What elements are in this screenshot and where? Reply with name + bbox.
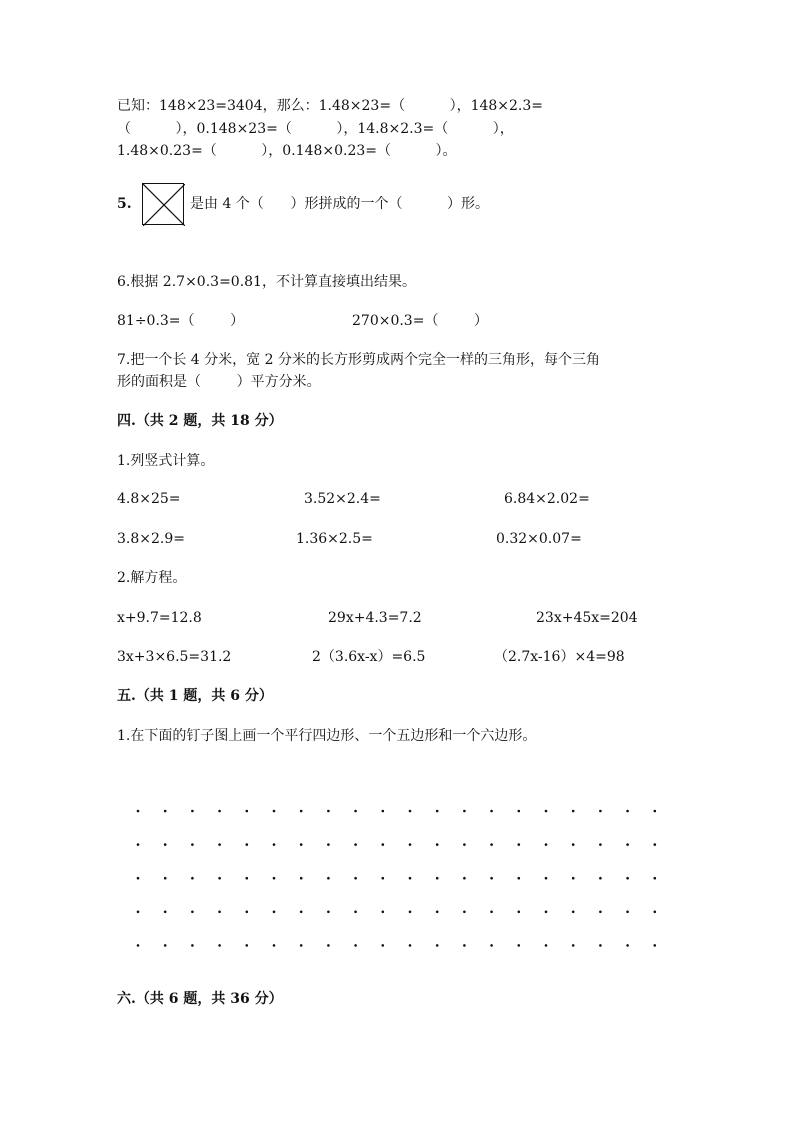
grid-dot	[327, 944, 330, 947]
grid-dot	[382, 877, 385, 880]
section-4-title: 四.（共 2 题，共 18 分）	[117, 413, 283, 429]
equation-item: 29x+4.3=7.2	[328, 610, 422, 626]
grid-dot	[300, 843, 303, 846]
grid-dot	[654, 810, 657, 813]
grid-dot	[599, 810, 602, 813]
q7-line-1: 7.把一个长 4 分米，宽 2 分米的长方形剪成两个完全一样的三角形，每个三角	[117, 352, 600, 368]
grid-dot	[572, 810, 575, 813]
grid-dot	[654, 843, 657, 846]
grid-dot	[137, 944, 140, 947]
grid-dot	[436, 843, 439, 846]
grid-dot	[246, 843, 249, 846]
grid-dot	[273, 810, 276, 813]
grid-dot	[273, 944, 276, 947]
grid-dot	[164, 810, 167, 813]
equation-item: x+9.7=12.8	[117, 610, 202, 626]
grid-dot	[490, 877, 493, 880]
calc-item: 4.8×25=	[117, 491, 181, 507]
grid-dot	[191, 944, 194, 947]
equation-item: （2.7x-16）×4=98	[494, 649, 625, 665]
grid-dot	[218, 877, 221, 880]
grid-dot	[191, 843, 194, 846]
equation-item: 2（3.6x-x）=6.5	[312, 649, 426, 665]
grid-dot	[545, 810, 548, 813]
q6-prompt: 6.根据 2.7×0.3=0.81，不计算直接填出结果。	[117, 274, 416, 290]
grid-dot	[137, 810, 140, 813]
grid-dot	[436, 944, 439, 947]
grid-dot	[518, 911, 521, 914]
grid-dot	[300, 911, 303, 914]
calc-item: 1.36×2.5=	[296, 531, 373, 547]
grid-dot	[572, 843, 575, 846]
q6-item-2: 270×0.3=（ ）	[352, 313, 489, 329]
grid-dot	[463, 944, 466, 947]
grid-dot	[218, 911, 221, 914]
grid-dot	[490, 843, 493, 846]
grid-dot	[382, 810, 385, 813]
grid-dot	[545, 911, 548, 914]
grid-dot	[545, 877, 548, 880]
grid-dot	[463, 911, 466, 914]
grid-dot	[599, 877, 602, 880]
grid-dot	[246, 911, 249, 914]
section-5-q1-prompt: 1.在下面的钉子图上画一个平行四边形、一个五边形和一个六边形。	[117, 728, 537, 744]
grid-dot	[354, 944, 357, 947]
grid-dot	[436, 877, 439, 880]
grid-dot	[545, 944, 548, 947]
grid-dot	[572, 944, 575, 947]
grid-dot	[626, 877, 629, 880]
grid-dot	[246, 810, 249, 813]
grid-dot	[409, 810, 412, 813]
q4-line-2: （ ），0.148×23=（ ），14.8×2.3=（ ），	[117, 121, 514, 137]
grid-dot	[490, 810, 493, 813]
grid-dot	[382, 911, 385, 914]
grid-dot	[599, 911, 602, 914]
grid-dot	[626, 944, 629, 947]
grid-dot	[327, 911, 330, 914]
grid-dot	[654, 944, 657, 947]
calc-item: 3.52×2.4=	[304, 491, 381, 507]
nail-dot-grid	[130, 800, 680, 950]
q7-line-2: 形的面积是（ ）平方分米。	[117, 374, 321, 390]
grid-dot	[518, 877, 521, 880]
grid-dot	[518, 944, 521, 947]
grid-dot	[654, 877, 657, 880]
grid-dot	[409, 877, 412, 880]
calc-item: 3.8×2.9=	[117, 531, 185, 547]
grid-dot	[191, 877, 194, 880]
grid-dot	[191, 911, 194, 914]
square-with-diagonals-figure	[142, 183, 184, 225]
section-6-title: 六.（共 6 题，共 36 分）	[117, 991, 283, 1007]
grid-dot	[218, 810, 221, 813]
q6-item-1: 81÷0.3=（ ）	[117, 313, 245, 329]
calc-item: 0.32×0.07=	[496, 531, 582, 547]
grid-dot	[273, 843, 276, 846]
grid-dot	[463, 877, 466, 880]
grid-dot	[246, 944, 249, 947]
grid-dot	[545, 843, 548, 846]
grid-dot	[354, 810, 357, 813]
grid-dot	[327, 877, 330, 880]
grid-dot	[137, 877, 140, 880]
grid-dot	[164, 944, 167, 947]
grid-dot	[572, 911, 575, 914]
grid-dot	[626, 810, 629, 813]
grid-dot	[218, 843, 221, 846]
grid-dot	[354, 877, 357, 880]
grid-dot	[164, 911, 167, 914]
grid-dot	[327, 843, 330, 846]
grid-dot	[572, 877, 575, 880]
grid-dot	[436, 911, 439, 914]
diagonals-graphic	[143, 184, 185, 226]
grid-dot	[409, 843, 412, 846]
equation-item: 3x+3×6.5=31.2	[117, 649, 232, 665]
grid-dot	[354, 911, 357, 914]
grid-dot	[490, 944, 493, 947]
grid-dot	[354, 843, 357, 846]
grid-dot	[300, 877, 303, 880]
grid-dot	[300, 944, 303, 947]
grid-dot	[409, 911, 412, 914]
grid-dot	[164, 843, 167, 846]
grid-dot	[599, 843, 602, 846]
q4-line-1: 已知：148×23=3404，那么：1.48×23=（ ），148×2.3=	[117, 98, 544, 114]
grid-dot	[626, 843, 629, 846]
q4-line-3: 1.48×0.23=（ ），0.148×0.23=（ ）。	[117, 143, 457, 159]
q5-number: 5.	[117, 196, 132, 212]
section-4-q1-prompt: 1.列竖式计算。	[117, 453, 215, 469]
section-4-q2-prompt: 2.解方程。	[117, 570, 187, 586]
grid-dot	[436, 810, 439, 813]
grid-dot	[518, 810, 521, 813]
q5-text: 是由 4 个（ ）形拼成的一个（ ）形。	[190, 196, 490, 212]
grid-dot	[382, 843, 385, 846]
grid-dot	[518, 843, 521, 846]
grid-dot	[463, 810, 466, 813]
grid-dot	[191, 810, 194, 813]
grid-dot	[137, 911, 140, 914]
grid-dot	[137, 843, 140, 846]
grid-dot	[490, 911, 493, 914]
grid-dot	[654, 911, 657, 914]
grid-dot	[246, 877, 249, 880]
grid-dot	[327, 810, 330, 813]
grid-dot	[626, 911, 629, 914]
grid-dot	[409, 944, 412, 947]
grid-dot	[273, 877, 276, 880]
section-5-title: 五.（共 1 题，共 6 分）	[117, 688, 273, 704]
grid-dot	[300, 810, 303, 813]
grid-dot	[382, 944, 385, 947]
grid-dot	[463, 843, 466, 846]
equation-item: 23x+45x=204	[536, 610, 638, 626]
grid-dot	[164, 877, 167, 880]
grid-dot	[599, 944, 602, 947]
grid-dot	[218, 944, 221, 947]
grid-dot	[273, 911, 276, 914]
calc-item: 6.84×2.02=	[504, 491, 590, 507]
